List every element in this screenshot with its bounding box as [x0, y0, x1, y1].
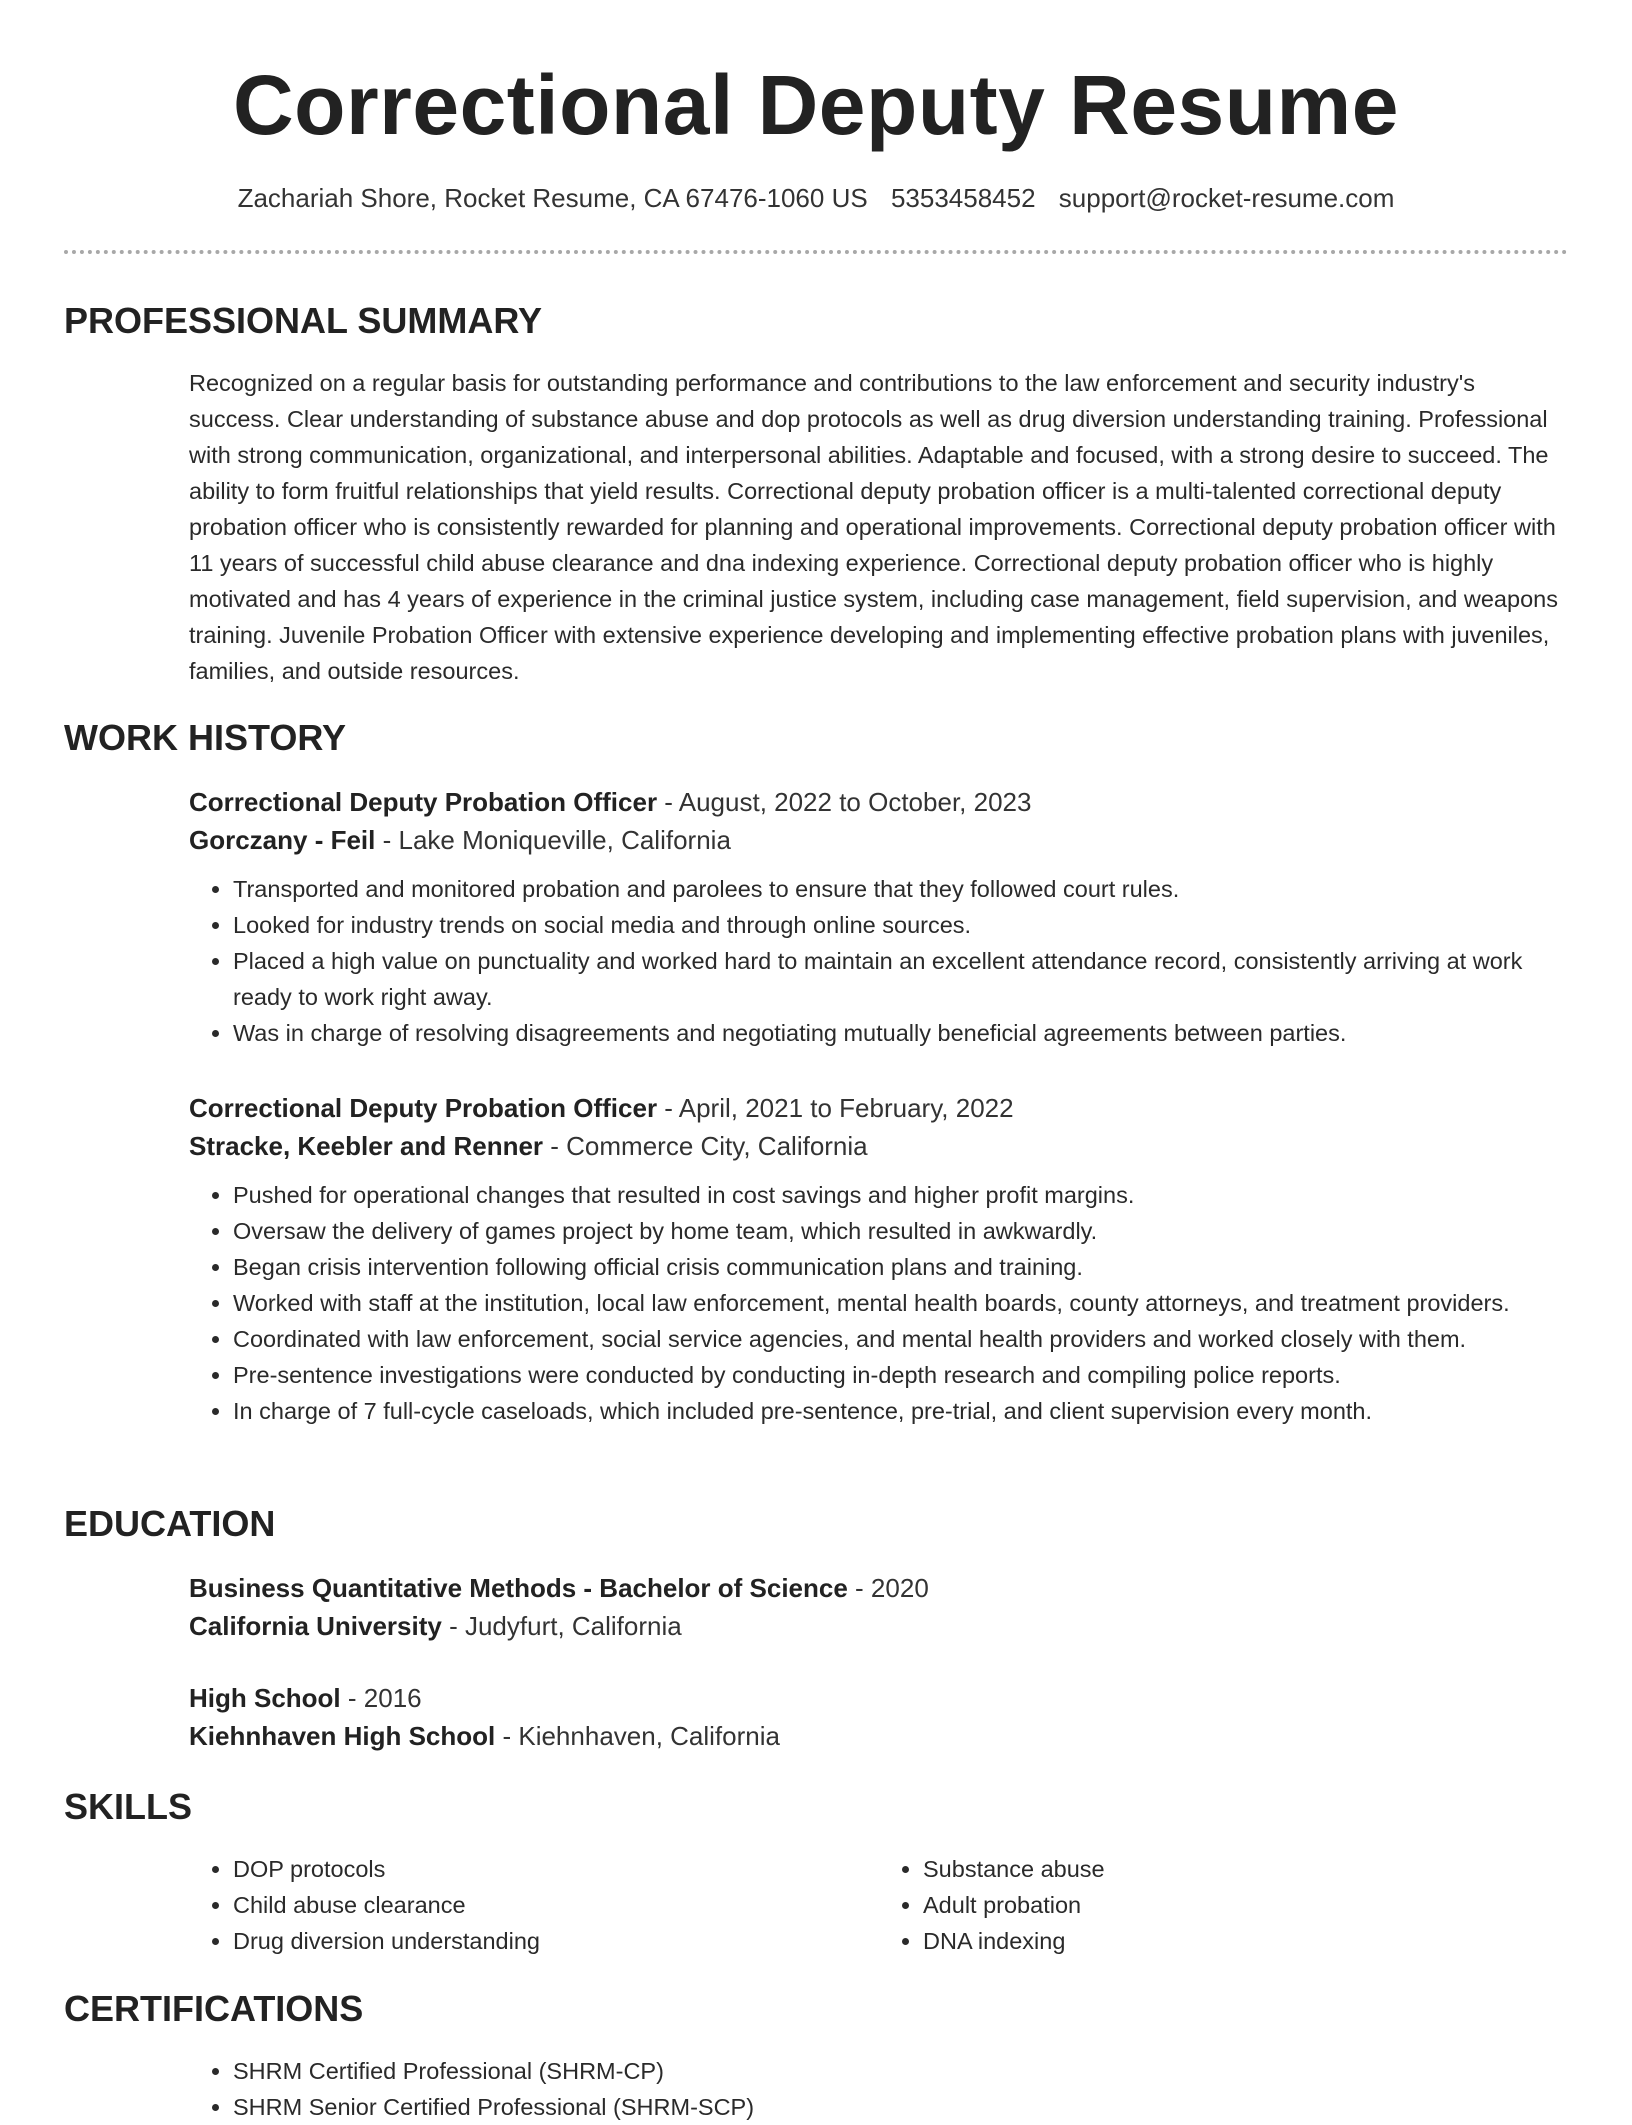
- education-year: - 2016: [340, 1683, 422, 1713]
- job-bullet: • Worked with staff at the institution, local law enforcement, mental health boards, county attorneys, and treatment providers.: [233, 1285, 1569, 1321]
- job-bullet: • Transported and monitored probation and parolees to ensure that they followed court rules.: [233, 871, 1569, 907]
- skills-column-right: [879, 1851, 1569, 1959]
- education-degree: High School: [189, 1683, 341, 1713]
- education-degree-line: [189, 1569, 1569, 1607]
- job-company-line: [189, 821, 1569, 859]
- job-bullet: • Began crisis intervention following official crisis communication plans and training.: [233, 1249, 1569, 1285]
- education-degree: Business Quantitative Methods - Bachelor of Science: [189, 1573, 848, 1603]
- skill-item: • Adult probation: [923, 1887, 1569, 1923]
- job-title-line: [189, 1089, 1569, 1127]
- education-school: Kiehnhaven High School: [189, 1721, 496, 1751]
- education-location: - Judyfurt, California: [441, 1611, 682, 1641]
- job-entry: [189, 783, 1569, 1051]
- education-entry: [189, 1679, 1569, 1755]
- education-entry: [189, 1569, 1569, 1645]
- work-history-heading: WORK HISTORY: [64, 717, 347, 758]
- job-bullet: • In charge of 7 full-cycle caseloads, which included pre-sentence, pre-trial, and client supervision every month.: [233, 1393, 1569, 1429]
- job-company-line: [189, 1127, 1569, 1165]
- skill-item: • Child abuse clearance: [233, 1887, 879, 1923]
- job-company: Gorczany - Feil: [189, 825, 376, 855]
- education-location: - Kiehnhaven, California: [495, 1721, 780, 1751]
- education-heading: EDUCATION: [64, 1503, 276, 1544]
- certifications-list: [189, 2053, 1569, 2125]
- skill-item: • DOP protocols: [233, 1851, 879, 1887]
- job-bullet: • Pre-sentence investigations were conducted by conducting in-depth research and compiling police reports.: [233, 1357, 1569, 1393]
- job-bullet: • Was in charge of resolving disagreements and negotiating mutually beneficial agreements between parties.: [233, 1015, 1569, 1051]
- job-bullet: • Coordinated with law enforcement, social service agencies, and mental health providers and worked closely with them.: [233, 1321, 1569, 1357]
- job-bullet: • Oversaw the delivery of games project by home team, which resulted in awkwardly.: [233, 1213, 1569, 1249]
- certifications-heading: CERTIFICATIONS: [64, 1988, 364, 2029]
- education-school: California University: [189, 1611, 442, 1641]
- skill-item: • DNA indexing: [923, 1923, 1569, 1959]
- job-bullet: • Pushed for operational changes that resulted in cost savings and higher profit margins.: [233, 1177, 1569, 1213]
- education-degree-line: [189, 1679, 1569, 1717]
- skill-item: • Substance abuse: [923, 1851, 1569, 1887]
- education-year: - 2020: [847, 1573, 929, 1603]
- job-bullet: • Looked for industry trends on social media and through online sources.: [233, 907, 1569, 943]
- job-title-line: [189, 783, 1569, 821]
- summary-text: Recognized on a regular basis for outstanding performance and contributions to the law enforcement and security industry's success. Clear understanding of substance abuse and dop protocols as well as drug diversion understanding training. Professional with strong communication, organizational, and interpersonal abilities. Adaptable and focused, with a strong desire to succeed. The ability to form fruitful relationships that yield results. Correctional deputy probation officer is a multi-talented correctional deputy probation officer who is consistently rewarded for planning and operational improvements. Correctional deputy probation officer with 11 years of successful child abuse clearance and dna indexing experience. Correctional deputy probation officer who is highly motivated and has 4 years of experience in the criminal justice system, including case management, field supervision, and weapons training. Juvenile Probation Officer with extensive experience developing and implementing effective probation plans with juveniles, families, and outside resources.: [189, 370, 1558, 684]
- contact-phone: 5353458452: [890, 183, 1036, 213]
- resume-title: Correctional Deputy Resume: [233, 58, 1399, 152]
- skills-column-left: [189, 1851, 879, 1959]
- job-bullet: • Placed a high value on punctuality and worked hard to maintain an excellent attendance record, consistently arriving at work ready to work right away.: [233, 943, 1569, 1015]
- job-bullets: [189, 871, 1569, 1051]
- job-dates: - August, 2022 to October, 2023: [657, 787, 1032, 817]
- job-location: - Lake Moniqueville, California: [375, 825, 731, 855]
- certification-item: • SHRM Senior Certified Professional (SHRM-SCP): [233, 2089, 1569, 2125]
- skills-heading: SKILLS: [64, 1786, 193, 1827]
- contact-line: [0, 180, 1632, 216]
- skills-list: [189, 1851, 1569, 1959]
- job-title: Correctional Deputy Probation Officer: [189, 787, 658, 817]
- skill-item: • Drug diversion understanding: [233, 1923, 879, 1959]
- job-entry: [189, 1089, 1569, 1429]
- contact-address: Zachariah Shore, Rocket Resume, CA 67476-1060 US: [237, 183, 868, 213]
- education-school-line: [189, 1607, 1569, 1645]
- job-location: - Commerce City, California: [543, 1131, 868, 1161]
- certification-bullets: [189, 2053, 1569, 2125]
- job-company: Stracke, Keebler and Renner: [189, 1131, 544, 1161]
- summary-heading: PROFESSIONAL SUMMARY: [64, 300, 543, 341]
- certification-item: • SHRM Certified Professional (SHRM-CP): [233, 2053, 1569, 2089]
- education-school-line: [189, 1717, 1569, 1755]
- job-bullets: [189, 1177, 1569, 1429]
- contact-email: support@rocket-resume.com: [1058, 183, 1395, 213]
- summary-section: [189, 365, 1569, 689]
- job-title: Correctional Deputy Probation Officer: [189, 1093, 658, 1123]
- header-divider: [64, 250, 1568, 254]
- job-dates: - April, 2021 to February, 2022: [657, 1093, 1014, 1123]
